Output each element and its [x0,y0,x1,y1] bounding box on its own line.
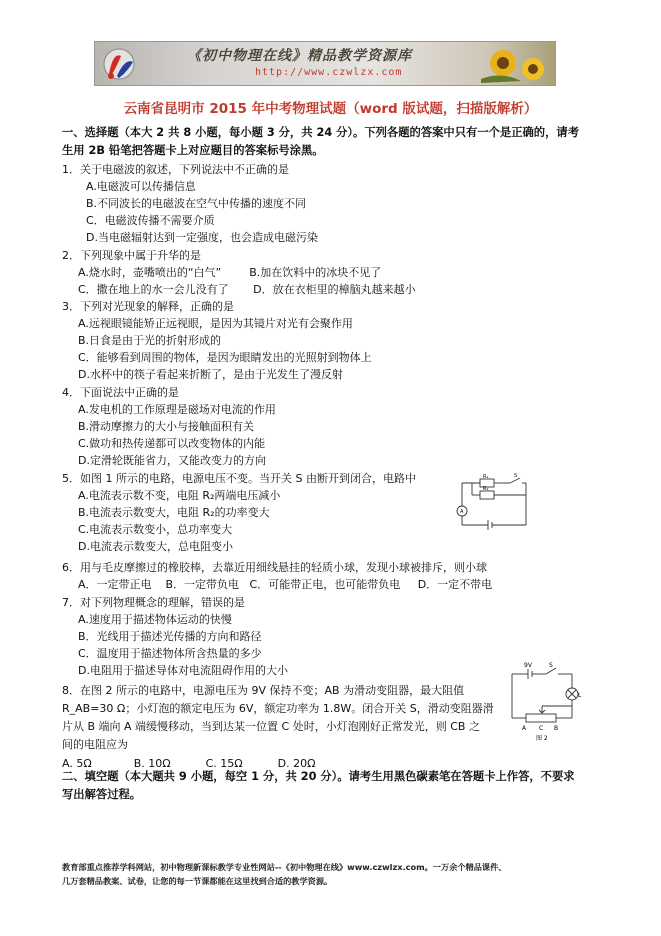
q8-line4: 间的电阻应为 [62,738,128,751]
section-1-line2: 生用 2B 铅笔把答题卡上对应题目的答案标号涂黑。 [62,144,324,157]
q6-options: A．一定带正电 B．一定带负电 C．可能带正电，也可能带负电 D．一定不带电 [78,578,493,591]
fig1-ammeter-label: A [460,509,464,515]
figure-1-circuit [452,473,532,533]
q5-option-b: B.电流表示数变大，电阻 R₂的功率变大 [78,506,270,519]
q1-option-a: A.电磁波可以传播信息 [86,180,196,193]
q4-option-c: C.做功和热传递都可以改变物体的内能 [78,437,266,450]
q8-options: A. 5Ω B. 10Ω C. 15Ω D. 20Ω [62,757,316,770]
q5-option-a: A.电流表示数不变，电阻 R₂两端电压减小 [78,489,281,502]
section-2-heading [62,768,602,804]
q2-options-ab: A.烧水时，壶嘴喷出的“白气” B.加在饮料中的冰块不见了 [78,266,382,279]
q3-option-c: C．能够看到周围的物体，是因为眼睛发出的光照射到物体上 [78,351,372,364]
q1-option-d: D.当电磁辐射达到一定强度，也会造成电磁污染 [86,231,318,244]
q8-line1: 8．在图 2 所示的电路中，电源电压为 9V 保持不变；AB 为滑动变阻器，最大阻值 [62,684,465,697]
fig2-voltage-label: 9V [524,662,532,669]
fig2-caption: 图 2 [536,735,548,742]
banner-url[interactable]: http://www.czwlzx.com [255,67,403,78]
q4-option-b: B.滑动摩擦力的大小与接触面积有关 [78,420,255,433]
q2-stem: 2．下列现象中属于升华的是 [62,249,201,262]
section-2-line2: 写出解答过程。 [62,788,142,801]
q3-stem: 3．下列对光现象的解释，正确的是 [62,300,234,313]
section-2-line1: 二、填空题（本大题共 9 小题，每空 1 分，共 20 分）。请考生用黑色碳素笔在答题卡上作答，不要求 [62,770,575,783]
fig1-r2-label: R₂ [483,486,489,492]
footer-line1: 教育部重点推荐学科网站，初中物理新课标教学专业性网站--《初中物理在线》www.czwlzx.com。一万余个精品课件、 [62,862,507,872]
q7-option-d: D.电阻用于描述导体对电流阻碍作用的大小 [78,664,288,677]
fig1-switch-label: S [514,473,518,479]
q1-option-b: B.不同波长的电磁波在空气中传播的速度不同 [86,197,307,210]
fig2-switch-label: S [549,662,553,669]
footer-line2: 几万套精品教案、试卷，让您的每一节课都能在这里找到合适的教学资源。 [62,876,333,886]
fig2-a-label: A [522,725,527,732]
page-title: 云南省昆明市 2015 年中考物理试题（word 版试题，扫描版解析） [123,101,538,117]
q5-option-d: D.电流表示数变大，总电阻变小 [78,540,233,553]
q3-option-d: D.水杯中的筷子看起来折断了，是由于光发生了漫反射 [78,368,343,381]
q4-stem: 4．下面说法中正确的是 [62,386,179,399]
site-logo-icon [99,44,145,82]
q8-line2: R_AB=30 Ω；小灯泡的额定电压为 6V，额定功率为 1.8W。闭合开关 S，滑动变阻器滑 [62,702,494,715]
fig2-c-label: C [539,725,544,732]
banner-title: 《初中物理在线》精品教学资源库 [187,48,412,64]
q1-option-c: C．电磁波传播不需要介质 [86,214,215,227]
q8-line3: 片从 B 端向 A 端缓慢移动，当到达某一位置 C 处时，小灯泡刚好正常发光，则 CB 之 [62,720,480,733]
q7-option-b: B．光线用于描述光传播的方向和路径 [78,630,262,643]
q5-stem: 5．如图 1 所示的电路，电源电压不变。当开关 S 由断开到闭合，电路中 [62,472,416,485]
q3-option-a: A.远视眼镜能矫正远视眼，是因为其镜片对光有会聚作用 [78,317,353,330]
q4-option-a: A.发电机的工作原理是磁场对电流的作用 [78,403,276,416]
q7-option-c: C．温度用于描述物体所含热量的多少 [78,647,262,660]
q5-option-c: C.电流表示数变小，总功率变大 [78,523,233,536]
q4-option-d: D.定滑轮既能省力，又能改变力的方向 [78,454,266,467]
section-1-line1: 一、选择题（本大 2 共 8 小题，每小题 3 分，共 24 分）。下列各题的答案中只有一个是正确的，请考 [62,126,579,139]
q7-stem: 7．对下列物理概念的理解，错误的是 [62,596,245,609]
fig2-b-label: B [554,725,559,732]
q6-stem: 6．用与毛皮摩擦过的橡胶棒，去靠近用细线悬挂的轻质小球，发现小球被排斥，则小球 [62,561,487,574]
q7-option-a: A.速度用于描述物体运动的快慢 [78,613,232,626]
figure-2-circuit [506,662,586,744]
header-banner [94,41,556,86]
q2-options-cd: C．撒在地上的水一会儿没有了 D．放在衣柜里的樟脑丸越来越小 [78,283,416,296]
page-footer [62,860,602,888]
q3-option-b: B.日食是由于光的折射形成的 [78,334,222,347]
fig1-r1-label: R₁ [483,474,489,480]
fig2-lamp-label: L [578,692,582,699]
q1-stem: 1．关于电磁波的叙述，下列说法中不正确的是 [62,163,289,176]
sunflower-icon [481,45,551,83]
section-1-heading [62,124,602,160]
